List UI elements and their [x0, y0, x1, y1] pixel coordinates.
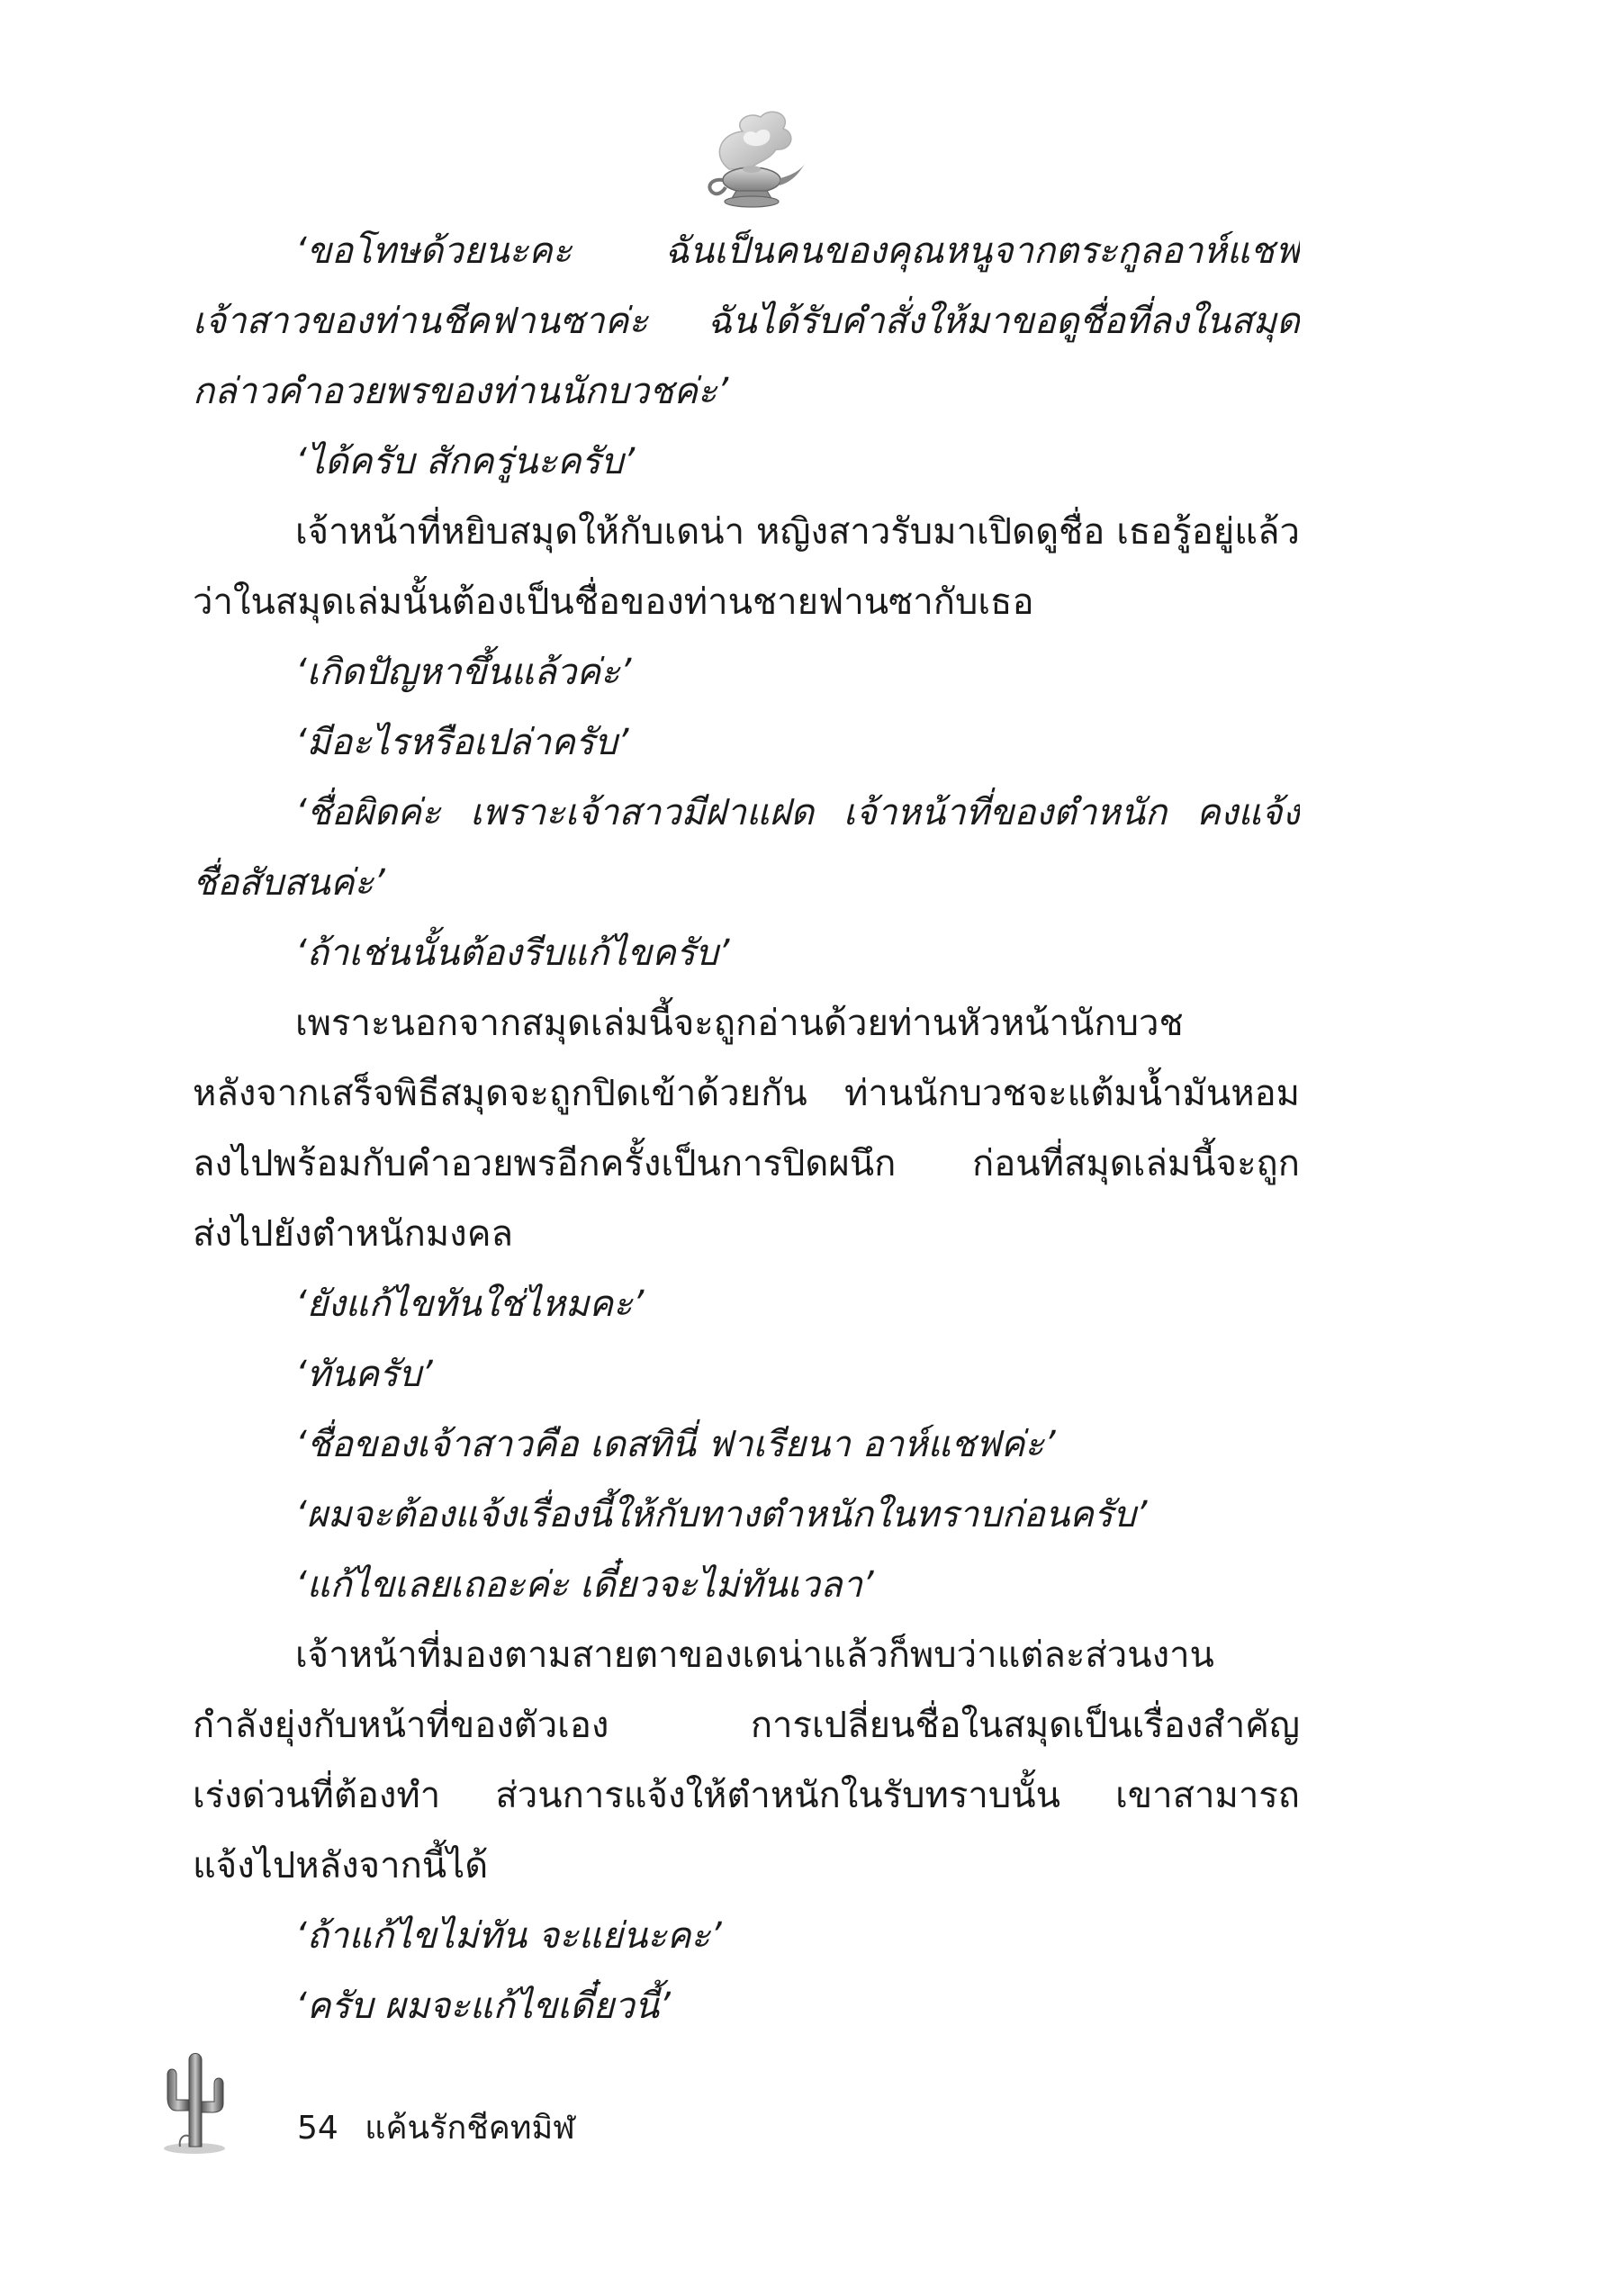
page-number: 54 [297, 2110, 338, 2147]
text-line: ‘ถ้าแก้ไขไม่ทัน จะแย่นะคะ’ [295, 1915, 722, 1957]
text-line: ‘ถ้าเช่นนั้นต้องรีบแก้ไขครับ’ [295, 932, 730, 974]
cactus-icon [160, 2048, 232, 2156]
text-line: ลงไปพร้อมกับคำอวยพรอีกครั้งเป็นการปิดผนึก ก่อนที่สมุดเล่มนี้จะถูก [193, 1143, 1300, 1184]
text-line: หลังจากเสร็จพิธีสมุดจะถูกปิดเข้าด้วยกัน ท่านนักบวชจะแต้มน้ำมันหอม [193, 1073, 1300, 1114]
text-line: ว่าในสมุดเล่มนั้นต้องเป็นชื่อของท่านชายฟานซากับเธอ [193, 581, 1034, 623]
text-line: ชื่อสับสนค่ะ’ [193, 862, 385, 904]
text-line: ‘ทันครับ’ [295, 1354, 433, 1395]
text-line: เพราะนอกจากสมุดเล่มนี้จะถูกอ่านด้วยท่านหัวหน้านักบวช [295, 1003, 1184, 1044]
text-line: ส่งไปยังตำหนักมงคล [193, 1213, 513, 1255]
text-line: เร่งด่วนที่ต้องทำ ส่วนการแจ้งให้ตำหนักในรับทราบนั้น เขาสามารถ [193, 1775, 1300, 1816]
book-title: แค้นรักชีคทมิฬ [365, 2110, 575, 2147]
text-line: เจ้าสาวของท่านชีคฟานซาค่ะ ฉันได้รับคำสั่งให้มาขอดูชื่อที่ลงในสมุด [193, 301, 1300, 342]
page-footer [144, 2048, 774, 2165]
text-line: กำลังยุ่งกับหน้าที่ของตัวเอง การเปลี่ยนชื่อในสมุดเป็นเรื่องสำคัญ [193, 1705, 1300, 1746]
text-line: ‘เกิดปัญหาขึ้นแล้วค่ะ’ [295, 652, 632, 693]
text-line: ‘มีอะไรหรือเปล่าครับ’ [295, 722, 629, 763]
text-line: ‘ชื่อผิดค่ะ เพราะเจ้าสาวมีฝาแฝด เจ้าหน้าที่ของตำหนัก คงแจ้ง [295, 792, 1300, 833]
text-line: เจ้าหน้าที่มองตามสายตาของเดน่าแล้วก็พบว่าแต่ละส่วนงาน [295, 1634, 1214, 1676]
body-text [193, 216, 1300, 2041]
text-line: ‘ขอโทษด้วยนะคะ ฉันเป็นคนของคุณหนูจากตระกูลอาห์แชฟ [295, 230, 1300, 272]
text-line: ‘แก้ไขเลยเถอะค่ะ เดี๋ยวจะไม่ทันเวลา’ [295, 1564, 874, 1606]
footer-caption [297, 2109, 575, 2148]
text-line: กล่าวคำอวยพรของท่านนักบวชค่ะ’ [193, 371, 729, 412]
text-line: ‘ผมจะต้องแจ้งเรื่องนี้ให้กับทางตำหนักในทราบก่อนครับ’ [295, 1494, 1148, 1535]
text-line: ‘ยังแก้ไขทันใช่ไหมคะ’ [295, 1283, 645, 1325]
text-line: ‘ชื่อของเจ้าสาวคือ เดสทินี่ ฟาเรียนา อาห์แชฟค่ะ’ [295, 1424, 1056, 1465]
text-line: ‘ครับ ผมจะแก้ไขเดี๋ยวนี้’ [295, 1985, 671, 2027]
text-line: เจ้าหน้าที่หยิบสมุดให้กับเดน่า หญิงสาวรับมาเปิดดูชื่อ เธอรู้อยู่แล้ว [295, 511, 1300, 553]
text-line: แจ้งไปหลังจากนี้ได้ [193, 1845, 489, 1886]
text-line: ‘ได้ครับ สักครู่นะครับ’ [295, 441, 636, 482]
genie-lamp-icon [693, 106, 810, 219]
